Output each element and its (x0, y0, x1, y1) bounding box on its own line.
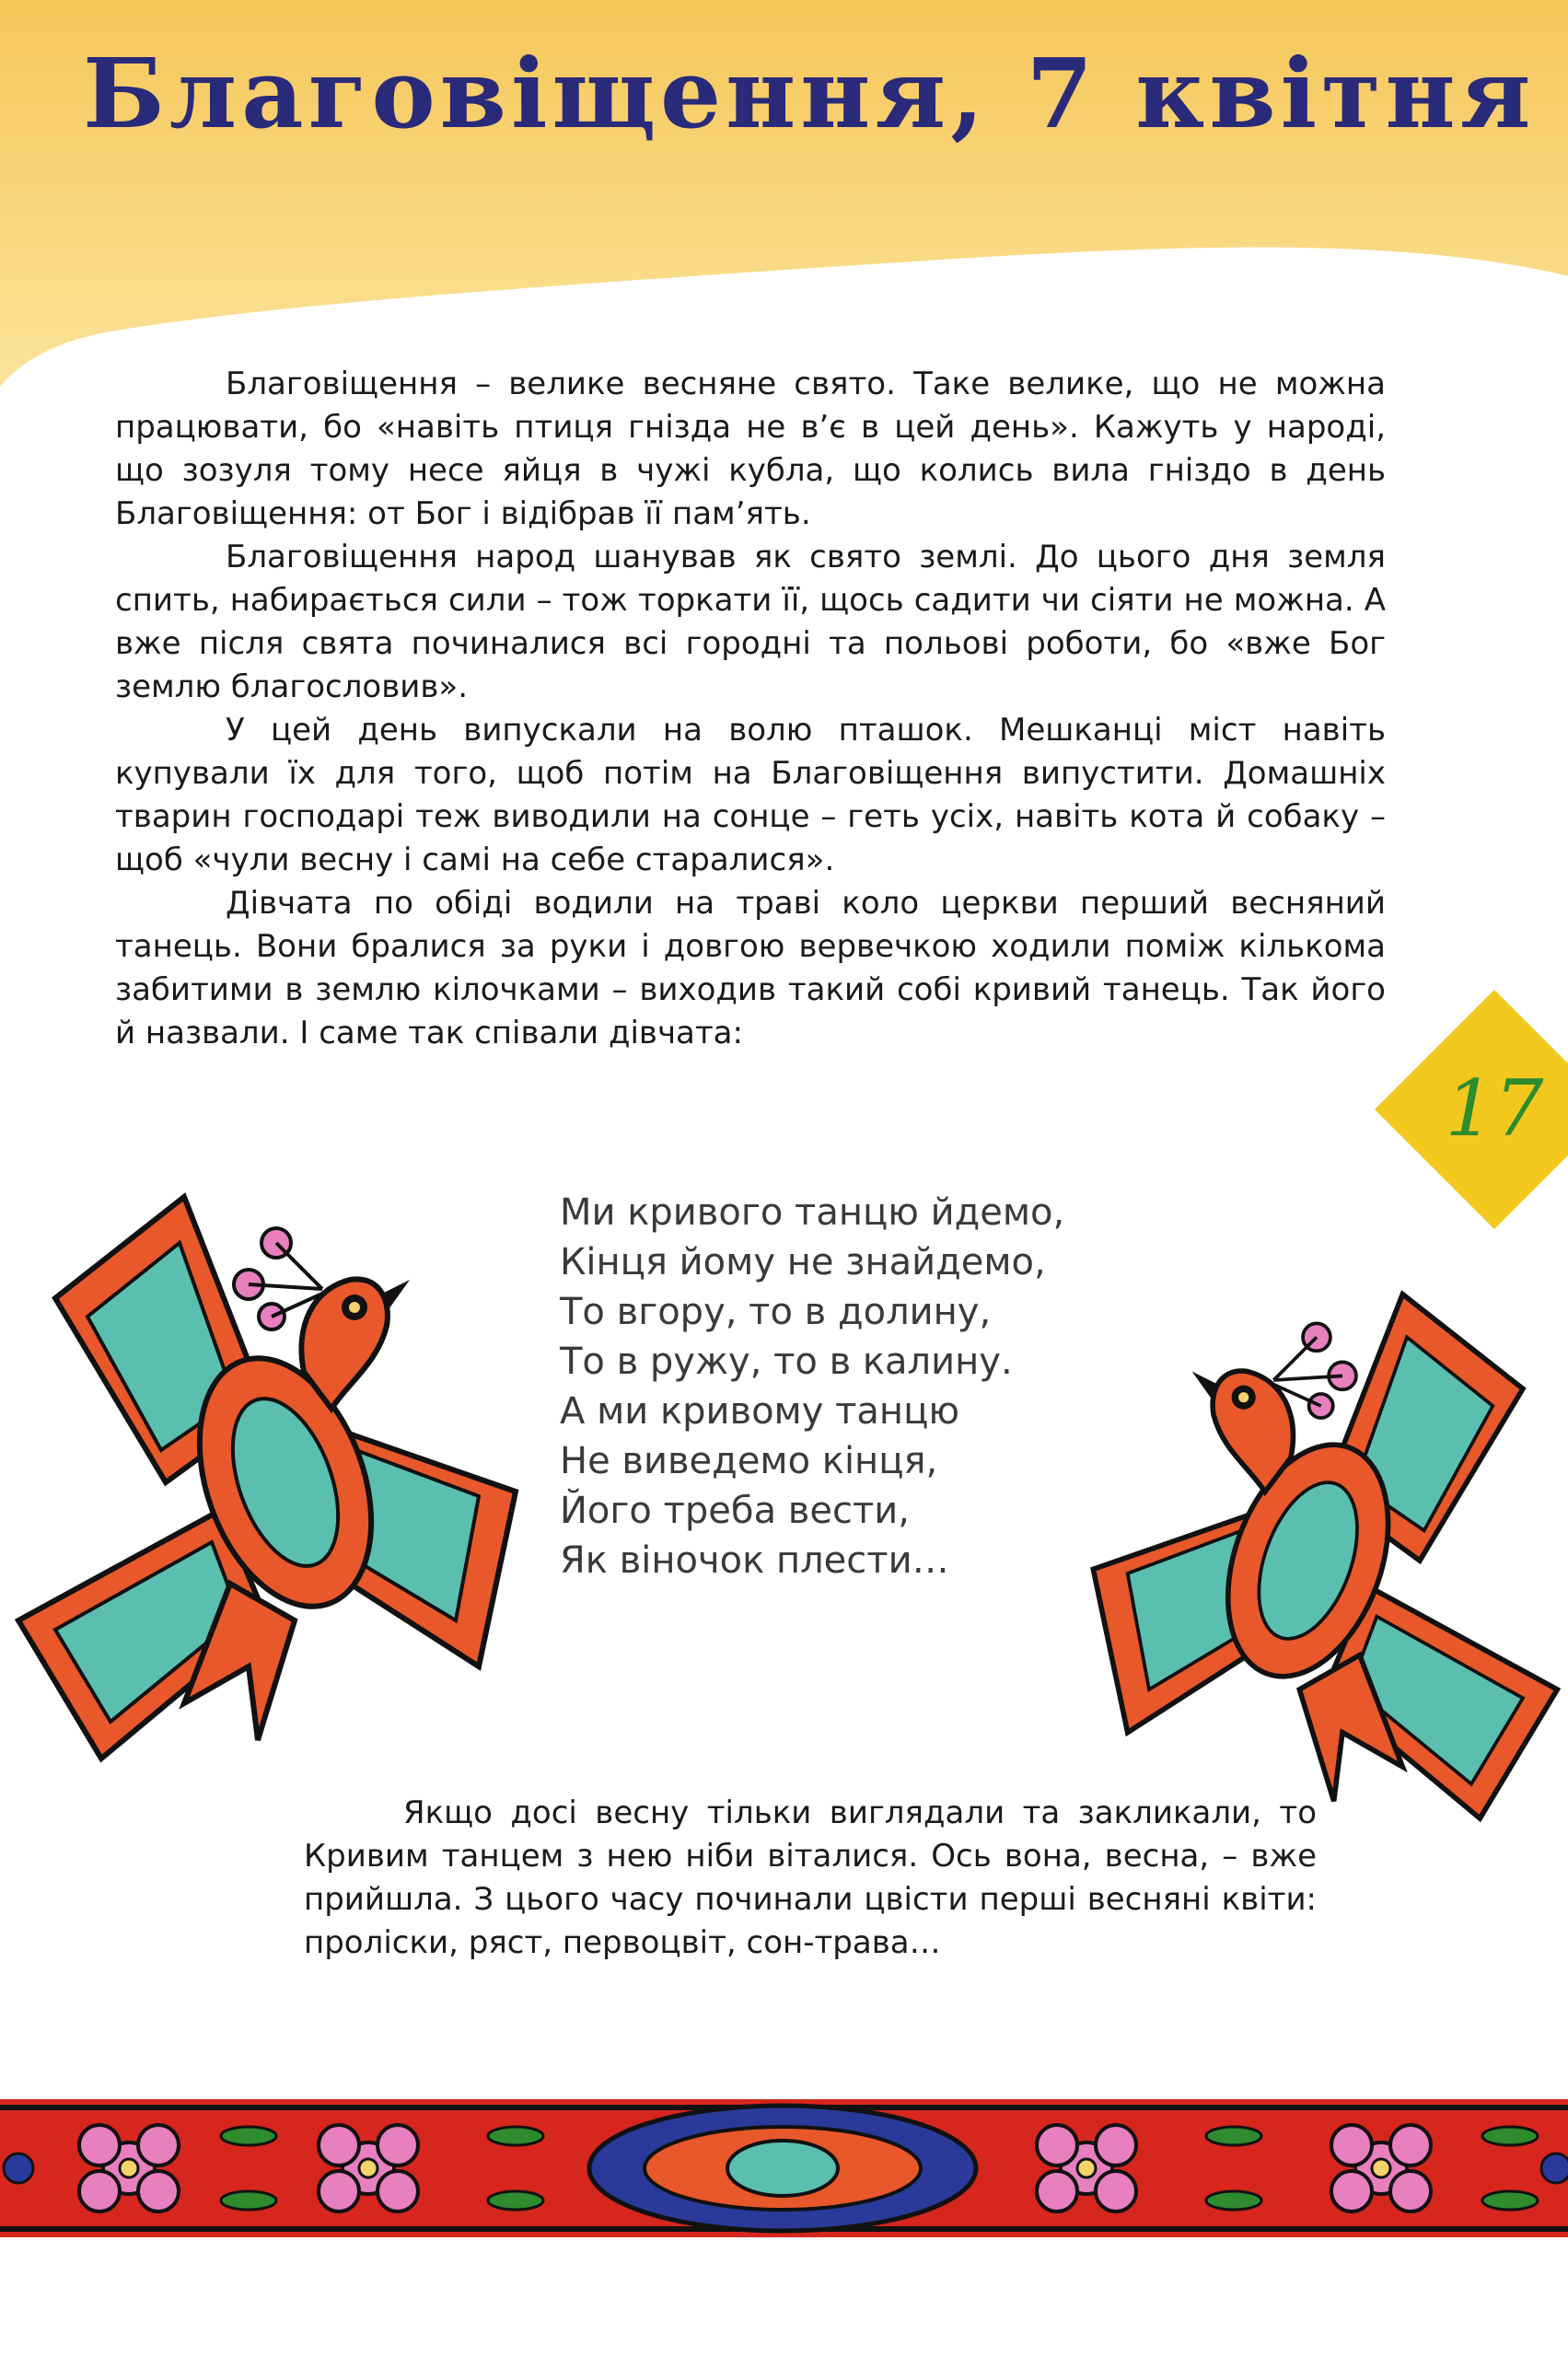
page-number-badge (1375, 990, 1568, 1229)
poem-line: Не виведемо кінця, (560, 1440, 938, 1482)
poem-line: То в ружу, то в калину. (560, 1341, 1013, 1383)
closing-text (304, 1792, 1317, 1965)
petrykivka-ornament-border-icon (0, 2099, 1568, 2237)
paragraph: Благовіщення – велике весняне свято. Таке велике, що не можна працювати, бо «навіть птиця гнізда не в’є в цей день». Кажуть у народі, що зозуля тому несе яйця в чужі кубла, що колись вила гніздо в день Благовіщення: от Бог і відібрав її пам’ять. (115, 366, 1386, 532)
poem-line: Ми кривого танцю йдемо, (560, 1191, 1065, 1234)
page-title: Благовіщення, 7 квітня (83, 37, 1536, 150)
poem-line: Як віночок плести… (560, 1539, 949, 1582)
poem-line: А ми кривому танцю (560, 1390, 959, 1433)
paragraph: У цей день випускали на волю пташок. Мешканці міст навіть купували їх для того, щоб потім на Благовіщення випустити. Домашніх тварин господарі теж виводили на сонце – геть усіх, навіть кота й собаку – щоб «чули весну і самі на себе старалися». (115, 712, 1386, 878)
folk-bird-left-icon (0, 1188, 552, 1777)
folk-bird-right-icon (1059, 1280, 1568, 1841)
paragraph: Благовіщення народ шанував як свято землі. До цього дня земля спить, набирається сили – тож торкати її, щось садити чи сіяти не можна. А вже після свята починалися всі городні та польові роботи, бо «вже Бог землю благословив». (115, 539, 1386, 705)
paragraph: Якщо досі весну тільки виглядали та закликали, то Кривим танцем з нею ніби віталися. Ось вона, весна, – вже прийшла. З цього часу починали цвісти перші весняні квіти: проліски, ряст, первоцвіт, сон-трава… (304, 1794, 1317, 1961)
poem (560, 1188, 1064, 1585)
paragraph: Дівчата по обіді водили на траві коло церкви перший весняний танець. Вони бралися за руки і довгою вервечкою ходили поміж кількома забитими в землю кілочками – виходив такий собі кривий танець. Так його й назвали. І саме так співали дівчата: (115, 885, 1386, 1051)
poem-line: Кінця йому не знайдемо, (560, 1241, 1046, 1283)
poem-line: То вгору, то в долину, (560, 1291, 992, 1333)
main-text (115, 363, 1386, 1055)
poem-line: Його треба вести, (560, 1490, 910, 1532)
page-number: 17 (1445, 1063, 1544, 1154)
